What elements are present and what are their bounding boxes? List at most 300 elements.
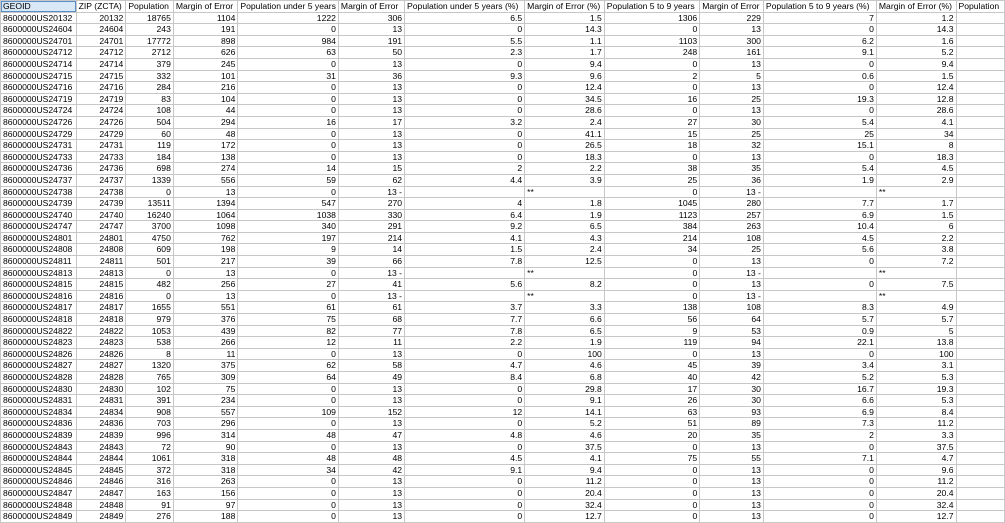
data-cell[interactable]: 0 [126, 290, 174, 302]
data-cell[interactable]: 0 [405, 511, 525, 523]
data-cell[interactable]: 0 [604, 464, 699, 476]
data-cell[interactable]: 8.2 [525, 279, 605, 291]
geoid-cell[interactable]: 8600000US24834 [1, 406, 77, 418]
data-cell[interactable] [956, 256, 1004, 268]
data-cell[interactable] [956, 337, 1004, 349]
data-cell[interactable]: 7.1 [763, 453, 876, 465]
data-cell[interactable]: 24834 [76, 406, 126, 418]
data-cell[interactable]: 27 [238, 279, 339, 291]
data-cell[interactable]: 1.6 [876, 35, 956, 47]
data-cell[interactable]: 2712 [126, 47, 174, 59]
data-cell[interactable]: 55 [700, 453, 764, 465]
data-cell[interactable]: 12.4 [876, 82, 956, 94]
geoid-cell[interactable]: 8600000US24849 [1, 511, 77, 523]
data-cell[interactable]: 274 [173, 163, 238, 175]
data-cell[interactable]: 3.9 [525, 174, 605, 186]
data-cell[interactable]: 0 [238, 267, 339, 279]
data-cell[interactable]: 13 [338, 499, 404, 511]
data-cell[interactable]: 15.1 [763, 140, 876, 152]
data-cell[interactable]: 3.8 [876, 244, 956, 256]
data-cell[interactable]: 40 [604, 372, 699, 384]
data-cell[interactable]: 62 [338, 174, 404, 186]
data-cell[interactable]: 0.9 [763, 325, 876, 337]
data-cell[interactable]: 13 [338, 441, 404, 453]
data-cell[interactable]: 36 [700, 174, 764, 186]
data-cell[interactable]: 501 [126, 256, 174, 268]
data-cell[interactable]: 13 [338, 418, 404, 430]
data-cell[interactable]: 1.5 [405, 244, 525, 256]
data-cell[interactable]: 263 [173, 476, 238, 488]
data-cell[interactable]: 34 [238, 464, 339, 476]
data-cell[interactable]: 24815 [76, 279, 126, 291]
data-cell[interactable]: 13 [338, 511, 404, 523]
data-cell[interactable]: 32.4 [876, 499, 956, 511]
data-cell[interactable]: 13 [338, 93, 404, 105]
data-cell[interactable]: 0 [405, 395, 525, 407]
data-cell[interactable]: 18 [604, 140, 699, 152]
data-cell[interactable]: 1104 [173, 12, 238, 24]
data-cell[interactable]: 39 [700, 360, 764, 372]
data-cell[interactable]: 1.5 [876, 209, 956, 221]
data-cell[interactable]: 2.4 [525, 116, 605, 128]
data-cell[interactable]: 7.8 [405, 325, 525, 337]
data-cell[interactable]: 1320 [126, 360, 174, 372]
data-cell[interactable]: 372 [126, 464, 174, 476]
geoid-cell[interactable]: 8600000US24843 [1, 441, 77, 453]
data-cell[interactable]: 762 [173, 232, 238, 244]
data-cell[interactable]: 5.7 [763, 314, 876, 326]
data-cell[interactable] [405, 290, 525, 302]
data-cell[interactable]: 0 [763, 499, 876, 511]
data-cell[interactable]: 4.1 [525, 453, 605, 465]
data-cell[interactable]: 30 [700, 116, 764, 128]
data-cell[interactable]: 13 [700, 58, 764, 70]
data-cell[interactable]: 0 [604, 256, 699, 268]
data-cell[interactable]: 24843 [76, 441, 126, 453]
data-cell[interactable]: 102 [126, 383, 174, 395]
data-cell[interactable]: 5.2 [763, 372, 876, 384]
data-cell[interactable]: 765 [126, 372, 174, 384]
data-cell[interactable]: 24715 [76, 70, 126, 82]
data-cell[interactable]: 39 [238, 256, 339, 268]
geoid-cell[interactable]: 8600000US24701 [1, 35, 77, 47]
data-cell[interactable] [956, 82, 1004, 94]
data-cell[interactable]: 2 [763, 429, 876, 441]
data-cell[interactable]: 94 [700, 337, 764, 349]
geoid-cell[interactable]: 8600000US24716 [1, 82, 77, 94]
data-cell[interactable]: 214 [338, 232, 404, 244]
data-cell[interactable]: 2 [405, 163, 525, 175]
data-cell[interactable]: 13 [700, 24, 764, 36]
data-cell[interactable]: 0 [126, 186, 174, 198]
data-cell[interactable] [956, 209, 1004, 221]
data-cell[interactable]: 11 [338, 337, 404, 349]
data-cell[interactable]: 1.1 [525, 35, 605, 47]
data-cell[interactable]: 24747 [76, 221, 126, 233]
data-cell[interactable]: 75 [238, 314, 339, 326]
data-cell[interactable] [956, 128, 1004, 140]
geoid-cell[interactable]: 8600000US24822 [1, 325, 77, 337]
data-cell[interactable]: 3.2 [405, 116, 525, 128]
data-cell[interactable]: 7.7 [763, 198, 876, 210]
data-cell[interactable]: 439 [173, 325, 238, 337]
geoid-cell[interactable]: 8600000US24830 [1, 383, 77, 395]
data-cell[interactable]: 1.9 [763, 174, 876, 186]
data-cell[interactable]: 53 [700, 325, 764, 337]
data-cell[interactable]: 5 [700, 70, 764, 82]
data-cell[interactable]: 38 [604, 163, 699, 175]
data-cell[interactable]: 0 [604, 487, 699, 499]
data-cell[interactable]: 8.4 [405, 372, 525, 384]
data-cell[interactable]: 340 [238, 221, 339, 233]
data-cell[interactable]: 197 [238, 232, 339, 244]
data-cell[interactable]: 77 [338, 325, 404, 337]
data-cell[interactable] [956, 140, 1004, 152]
data-cell[interactable]: 256 [173, 279, 238, 291]
data-cell[interactable]: 8.4 [876, 406, 956, 418]
data-cell[interactable] [956, 221, 1004, 233]
data-cell[interactable]: 18.3 [876, 151, 956, 163]
data-cell[interactable]: 12.5 [525, 256, 605, 268]
data-cell[interactable]: 4.9 [876, 302, 956, 314]
data-cell[interactable]: 16.7 [763, 383, 876, 395]
data-cell[interactable]: 44 [173, 105, 238, 117]
data-cell[interactable]: 13 - [700, 186, 764, 198]
data-cell[interactable] [956, 267, 1004, 279]
data-cell[interactable]: 703 [126, 418, 174, 430]
data-cell[interactable]: 0 [238, 395, 339, 407]
data-cell[interactable]: 0 [604, 58, 699, 70]
data-cell[interactable]: 0 [763, 256, 876, 268]
data-cell[interactable]: 1123 [604, 209, 699, 221]
data-cell[interactable]: 4750 [126, 232, 174, 244]
data-cell[interactable]: 75 [173, 383, 238, 395]
data-cell[interactable] [956, 476, 1004, 488]
data-cell[interactable]: 1.7 [876, 198, 956, 210]
data-cell[interactable]: 14.3 [525, 24, 605, 36]
data-cell[interactable]: 24808 [76, 244, 126, 256]
data-cell[interactable]: 0 [405, 58, 525, 70]
data-cell[interactable]: 0 [604, 24, 699, 36]
data-cell[interactable]: 19.3 [876, 383, 956, 395]
data-cell[interactable]: 0 [238, 511, 339, 523]
data-cell[interactable]: 32.4 [525, 499, 605, 511]
data-cell[interactable]: 9.4 [525, 464, 605, 476]
data-cell[interactable]: 1053 [126, 325, 174, 337]
data-cell[interactable] [956, 58, 1004, 70]
data-cell[interactable]: 24719 [76, 93, 126, 105]
data-cell[interactable]: 384 [604, 221, 699, 233]
data-cell[interactable]: 104 [173, 93, 238, 105]
geoid-cell[interactable]: 8600000US24747 [1, 221, 77, 233]
header-cell[interactable]: Margin of Error [173, 1, 238, 13]
data-cell[interactable] [956, 383, 1004, 395]
data-cell[interactable]: 11 [173, 348, 238, 360]
data-cell[interactable]: 24740 [76, 209, 126, 221]
data-cell[interactable]: 0 [604, 290, 699, 302]
data-cell[interactable] [956, 499, 1004, 511]
data-cell[interactable]: 24849 [76, 511, 126, 523]
data-cell[interactable]: 5.6 [405, 279, 525, 291]
data-cell[interactable]: 330 [338, 209, 404, 221]
data-cell[interactable]: 12 [405, 406, 525, 418]
data-cell[interactable]: 24844 [76, 453, 126, 465]
data-cell[interactable] [956, 441, 1004, 453]
geoid-cell[interactable]: 8600000US24719 [1, 93, 77, 105]
data-cell[interactable]: 5.5 [405, 35, 525, 47]
data-cell[interactable]: 306 [338, 12, 404, 24]
data-cell[interactable]: 4.8 [405, 429, 525, 441]
data-cell[interactable]: 41 [338, 279, 404, 291]
geoid-cell[interactable]: 8600000US24739 [1, 198, 77, 210]
data-cell[interactable]: 4.3 [525, 232, 605, 244]
data-cell[interactable]: 0 [604, 82, 699, 94]
data-cell[interactable]: 0 [238, 476, 339, 488]
data-cell[interactable]: 276 [126, 511, 174, 523]
data-cell[interactable]: 24716 [76, 82, 126, 94]
data-cell[interactable]: 24822 [76, 325, 126, 337]
data-cell[interactable]: 152 [338, 406, 404, 418]
data-cell[interactable] [956, 314, 1004, 326]
data-cell[interactable]: 626 [173, 47, 238, 59]
data-cell[interactable]: 1061 [126, 453, 174, 465]
data-cell[interactable]: 24712 [76, 47, 126, 59]
data-cell[interactable]: 13 [700, 151, 764, 163]
data-cell[interactable]: 316 [126, 476, 174, 488]
data-cell[interactable]: 556 [173, 174, 238, 186]
data-cell[interactable]: 6.5 [525, 325, 605, 337]
data-cell[interactable]: 3.1 [876, 360, 956, 372]
data-cell[interactable]: 42 [700, 372, 764, 384]
data-cell[interactable]: 0 [238, 128, 339, 140]
data-cell[interactable] [956, 93, 1004, 105]
data-cell[interactable]: 5.3 [876, 372, 956, 384]
data-cell[interactable] [956, 418, 1004, 430]
data-cell[interactable]: 309 [173, 372, 238, 384]
data-cell[interactable]: 5.4 [763, 116, 876, 128]
data-cell[interactable]: 4.5 [405, 453, 525, 465]
data-cell[interactable]: 63 [238, 47, 339, 59]
data-cell[interactable]: 1.2 [876, 12, 956, 24]
data-cell[interactable]: 24729 [76, 128, 126, 140]
geoid-cell[interactable]: 8600000US24731 [1, 140, 77, 152]
geoid-cell[interactable]: 8600000US24738 [1, 186, 77, 198]
geoid-cell[interactable]: 8600000US24724 [1, 105, 77, 117]
data-cell[interactable]: 6.4 [405, 209, 525, 221]
data-cell[interactable] [956, 348, 1004, 360]
data-cell[interactable]: 2.2 [405, 337, 525, 349]
data-cell[interactable]: 9.1 [405, 464, 525, 476]
data-cell[interactable]: 0 [763, 105, 876, 117]
data-cell[interactable] [956, 290, 1004, 302]
data-cell[interactable]: ** [876, 267, 956, 279]
data-cell[interactable]: 25 [700, 128, 764, 140]
data-cell[interactable]: 24733 [76, 151, 126, 163]
data-cell[interactable]: 41.1 [525, 128, 605, 140]
geoid-cell[interactable]: 8600000US24836 [1, 418, 77, 430]
data-cell[interactable]: 0 [763, 464, 876, 476]
data-cell[interactable]: 108 [700, 302, 764, 314]
data-cell[interactable]: 300 [700, 35, 764, 47]
data-cell[interactable]: 100 [525, 348, 605, 360]
data-cell[interactable]: 314 [173, 429, 238, 441]
geoid-cell[interactable]: 8600000US24726 [1, 116, 77, 128]
data-cell[interactable]: 13 [338, 395, 404, 407]
data-cell[interactable]: 24817 [76, 302, 126, 314]
data-cell[interactable]: 18.3 [525, 151, 605, 163]
data-cell[interactable]: 184 [126, 151, 174, 163]
data-cell[interactable]: 0 [238, 105, 339, 117]
data-cell[interactable]: 0 [763, 58, 876, 70]
data-cell[interactable]: 7.8 [405, 256, 525, 268]
data-cell[interactable]: 51 [604, 418, 699, 430]
data-cell[interactable]: 257 [700, 209, 764, 221]
data-cell[interactable]: 1.5 [525, 12, 605, 24]
data-cell[interactable]: 13 - [338, 267, 404, 279]
data-cell[interactable]: 13 [338, 105, 404, 117]
data-cell[interactable]: 5.3 [876, 395, 956, 407]
data-cell[interactable]: 0 [238, 58, 339, 70]
data-cell[interactable]: 1.9 [525, 337, 605, 349]
data-cell[interactable]: 547 [238, 198, 339, 210]
data-cell[interactable]: 24827 [76, 360, 126, 372]
data-cell[interactable]: 6.6 [763, 395, 876, 407]
data-cell[interactable]: 24731 [76, 140, 126, 152]
data-cell[interactable] [956, 198, 1004, 210]
data-cell[interactable]: 191 [338, 35, 404, 47]
data-cell[interactable]: 1.9 [525, 209, 605, 221]
data-cell[interactable]: 49 [338, 372, 404, 384]
data-cell[interactable]: 163 [126, 487, 174, 499]
data-cell[interactable]: 294 [173, 116, 238, 128]
geoid-cell[interactable]: 8600000US24847 [1, 487, 77, 499]
data-cell[interactable]: 100 [876, 348, 956, 360]
geoid-cell[interactable]: 8600000US24818 [1, 314, 77, 326]
data-cell[interactable]: 0 [604, 511, 699, 523]
data-cell[interactable]: 24726 [76, 116, 126, 128]
data-cell[interactable]: 1306 [604, 12, 699, 24]
data-cell[interactable]: 0 [763, 476, 876, 488]
data-cell[interactable]: 318 [173, 453, 238, 465]
data-cell[interactable]: 47 [338, 429, 404, 441]
data-cell[interactable] [405, 267, 525, 279]
data-cell[interactable]: 3.4 [763, 360, 876, 372]
data-cell[interactable]: 13 [338, 151, 404, 163]
data-cell[interactable]: 13 - [700, 267, 764, 279]
geoid-cell[interactable]: 8600000US20132 [1, 12, 77, 24]
data-cell[interactable]: 379 [126, 58, 174, 70]
data-cell[interactable] [956, 232, 1004, 244]
geoid-cell[interactable]: 8600000US24823 [1, 337, 77, 349]
data-cell[interactable] [956, 151, 1004, 163]
data-cell[interactable]: 7 [763, 12, 876, 24]
data-cell[interactable]: 0 [238, 151, 339, 163]
data-cell[interactable]: 216 [173, 82, 238, 94]
geoid-cell[interactable]: 8600000US24815 [1, 279, 77, 291]
data-cell[interactable]: 0 [763, 24, 876, 36]
data-cell[interactable]: 90 [173, 441, 238, 453]
data-cell[interactable]: 13 [338, 476, 404, 488]
data-cell[interactable] [956, 47, 1004, 59]
data-cell[interactable]: 25 [763, 128, 876, 140]
data-cell[interactable]: 9.4 [525, 58, 605, 70]
data-cell[interactable]: 24818 [76, 314, 126, 326]
data-cell[interactable]: 245 [173, 58, 238, 70]
header-cell[interactable]: ZIP (ZCTA) [76, 1, 126, 13]
data-cell[interactable]: 20.4 [876, 487, 956, 499]
data-cell[interactable] [956, 406, 1004, 418]
data-cell[interactable]: 24738 [76, 186, 126, 198]
data-cell[interactable]: 0 [238, 186, 339, 198]
data-cell[interactable]: 24823 [76, 337, 126, 349]
data-cell[interactable]: 5.4 [763, 163, 876, 175]
data-cell[interactable]: 24831 [76, 395, 126, 407]
geoid-cell[interactable]: 8600000US24827 [1, 360, 77, 372]
data-cell[interactable]: 0 [405, 93, 525, 105]
data-cell[interactable]: 0 [238, 418, 339, 430]
data-cell[interactable]: 996 [126, 429, 174, 441]
data-cell[interactable]: 24846 [76, 476, 126, 488]
data-cell[interactable]: 984 [238, 35, 339, 47]
data-cell[interactable]: 35 [700, 429, 764, 441]
data-cell[interactable]: 14 [238, 163, 339, 175]
data-cell[interactable]: 14.3 [876, 24, 956, 36]
data-cell[interactable]: 42 [338, 464, 404, 476]
header-cell[interactable]: Margin of Error [700, 1, 764, 13]
data-cell[interactable]: 97 [173, 499, 238, 511]
data-cell[interactable]: 15 [338, 163, 404, 175]
geoid-cell[interactable]: 8600000US24828 [1, 372, 77, 384]
data-cell[interactable]: 20 [604, 429, 699, 441]
data-cell[interactable]: 17772 [126, 35, 174, 47]
data-cell[interactable]: 82 [238, 325, 339, 337]
geoid-cell[interactable]: 8600000US24715 [1, 70, 77, 82]
data-cell[interactable]: 3.7 [405, 302, 525, 314]
data-cell[interactable]: 551 [173, 302, 238, 314]
data-cell[interactable]: 229 [700, 12, 764, 24]
data-cell[interactable]: 34 [604, 244, 699, 256]
data-cell[interactable] [956, 244, 1004, 256]
data-cell[interactable]: 16 [238, 116, 339, 128]
data-cell[interactable]: 24828 [76, 372, 126, 384]
data-cell[interactable]: 609 [126, 244, 174, 256]
data-cell[interactable]: 12.4 [525, 82, 605, 94]
data-cell[interactable]: 0 [763, 151, 876, 163]
data-cell[interactable]: 1045 [604, 198, 699, 210]
data-cell[interactable]: 24826 [76, 348, 126, 360]
data-cell[interactable]: 7.7 [405, 314, 525, 326]
data-cell[interactable]: 24739 [76, 198, 126, 210]
data-cell[interactable]: 26.5 [525, 140, 605, 152]
data-cell[interactable]: 24724 [76, 105, 126, 117]
geoid-cell[interactable]: 8600000US24737 [1, 174, 77, 186]
data-cell[interactable]: 2 [604, 70, 699, 82]
data-cell[interactable]: 9.4 [876, 58, 956, 70]
data-cell[interactable]: 35 [700, 163, 764, 175]
geoid-cell[interactable]: 8600000US24811 [1, 256, 77, 268]
data-cell[interactable]: 0 [238, 24, 339, 36]
data-cell[interactable]: 48 [238, 453, 339, 465]
data-cell[interactable]: 34 [876, 128, 956, 140]
data-cell[interactable] [956, 360, 1004, 372]
data-cell[interactable]: 172 [173, 140, 238, 152]
data-cell[interactable]: 1.7 [525, 47, 605, 59]
data-cell[interactable]: 0 [604, 441, 699, 453]
data-cell[interactable]: 0 [405, 499, 525, 511]
data-cell[interactable]: 13 [338, 58, 404, 70]
data-cell[interactable]: 3700 [126, 221, 174, 233]
data-cell[interactable]: 3.3 [525, 302, 605, 314]
